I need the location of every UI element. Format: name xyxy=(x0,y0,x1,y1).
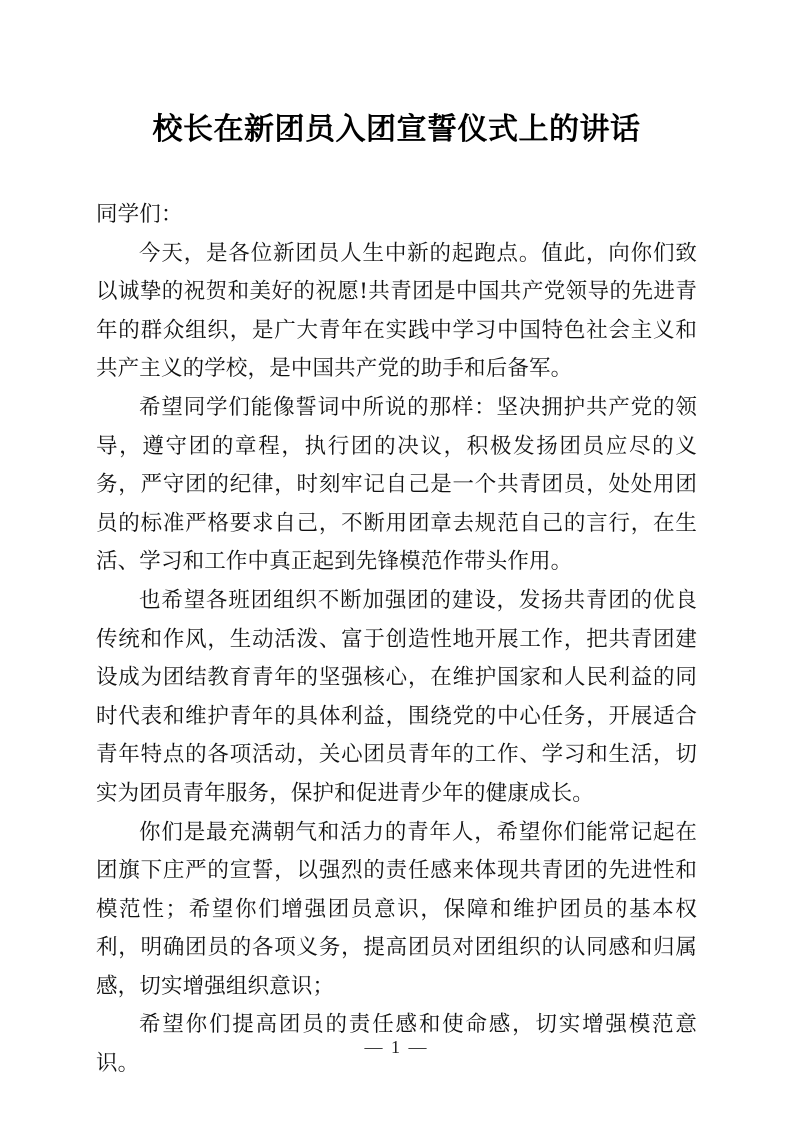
paragraph-3: 也希望各班团组织不断加强团的建设，发扬共青团的优良传统和作风，生动活泼、富于创造性地开展工作，把共青团建设成为团结教育青年的坚强核心，在维护国家和人民利益的同时代表和维护青年的具体利益，围绕党的中心任务，开展适合青年特点的各项活动，关心团员青年的工作、学习和生活，切实为团员青年服务，保护和促进青少年的健康成长。 xyxy=(96,587,697,806)
page-number-footer: — 1 — xyxy=(364,1037,429,1057)
paragraph-4: 你们是最充满朝气和活力的青年人，希望你们能常记起在团旗下庄严的宣誓，以强烈的责任感来体现共青团的先进性和模范性；希望你们增强团员意识，保障和维护团员的基本权利，明确团员的各项义务，提高团员对团组织的认同感和归属感，切实增强组织意识； xyxy=(96,819,697,999)
paragraph-5: 希望你们提高团员的责任感和使命感，切实增强模范意识。 xyxy=(96,1012,697,1077)
page-title: 校长在新团员入团宣誓仪式上的讲话 xyxy=(152,113,641,146)
body-text-block xyxy=(96,196,697,1084)
document-body xyxy=(96,0,697,1084)
paragraph-1: 今天，是各位新团员人生中新的起跑点。值此，向你们致以诚挚的祝贺和美好的祝愿!共青团是中国共产党领导的先进青年的群众组织，是广大青年在实践中学习中国特色社会主义和共产主义的学校，是中国共产党的助手和后备军。 xyxy=(96,240,697,382)
salutation-line: 同学们： xyxy=(96,202,183,227)
paragraph-2: 希望同学们能像誓词中所说的那样：坚决拥护共产党的领导，遵守团的章程，执行团的决议，积极发扬团员应尽的义务，严守团的纪律，时刻牢记自己是一个共青团员，处处用团员的标准严格要求自己，不断用团章去规范自己的言行，在生活、学习和工作中真正起到先锋模范作带头作用。 xyxy=(96,394,697,575)
